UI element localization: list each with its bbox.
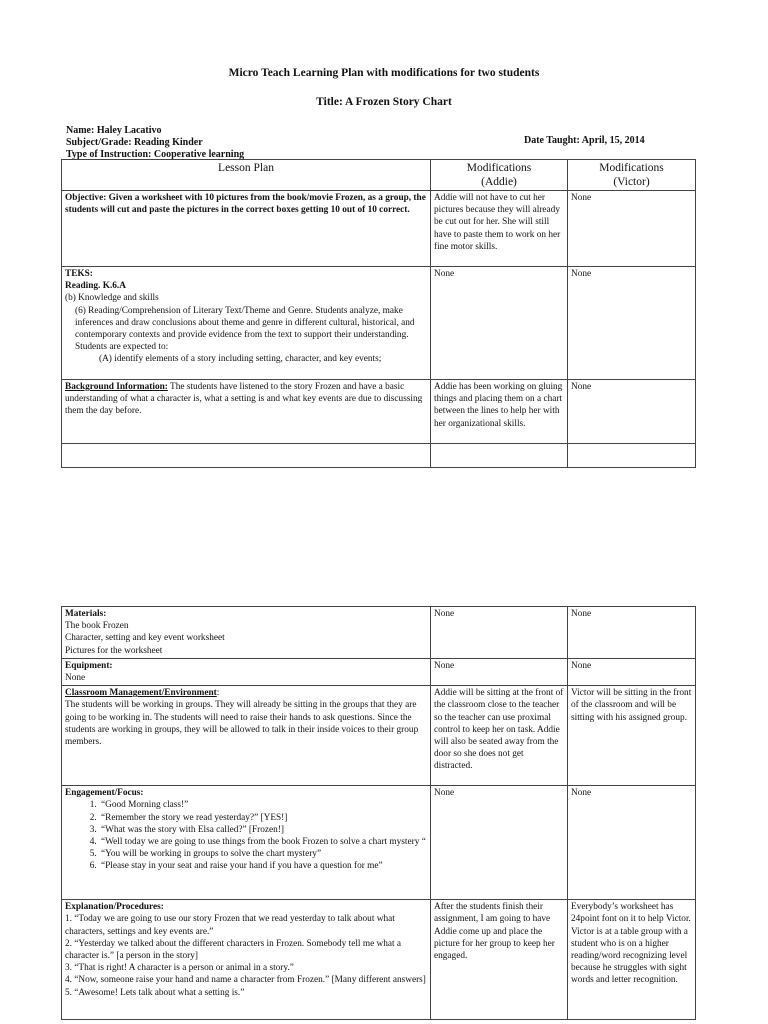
objective-victor: None [568, 191, 696, 267]
equipment-victor: None [568, 658, 696, 685]
list-item: 6. “Please stay in your seat and raise your hand if you have a question for me” [99, 860, 427, 872]
table-row [62, 267, 696, 380]
engagement-victor: None [568, 786, 696, 900]
table-row [62, 607, 696, 659]
teks-sub: Reading. K.6.A [65, 281, 126, 292]
teks-line2: (6) Reading/Comprehension of Literary Text/Theme and Genre. Students analyze, make inferences and draw conclusions about theme and genre in different cultural, historical, and contemporary contexts and provide evidence from the text to support their understanding. Students are expected to: [75, 305, 415, 353]
teks-label: TEKS: [65, 269, 93, 279]
document-title: Title: A Frozen Story Chart [316, 96, 452, 108]
table-row [62, 686, 696, 786]
list-item: 4. “Well today we are going to use things from the book Frozen to solve a chart mystery “ [99, 836, 427, 848]
classroom-label: Classroom Management/Environment [65, 688, 217, 699]
equipment-cell [62, 658, 431, 685]
table-row [62, 380, 696, 444]
date-taught: Date Taught: April, 15, 2014 [524, 135, 645, 146]
classroom-text: The students will be working in groups. They will already be sitting in the groups that they are going to be working in. The students will need to raise their hands to ask questions. Since the students are working in groups, they will be allowed to talk in their inside voices to their group members. [65, 700, 419, 748]
materials-line: The book Frozen [65, 621, 129, 632]
engagement-list [65, 799, 427, 872]
table-row [62, 900, 696, 1020]
equipment-text: None [65, 673, 86, 684]
header-mod-victor: Modifications (Victor) [568, 160, 696, 191]
background-cell [62, 380, 431, 444]
explanation-line: 2. “Yesterday we talked about the different characters in Frozen. Somebody tell me what a character is.” [a person in the story] [65, 938, 402, 962]
background-addie: Addie has been working on gluing things and placing them on a chart between the lines to help her with her organizational skills. [431, 380, 568, 444]
teks-cell [62, 267, 431, 380]
teks-line1: (b) Knowledge and skills [65, 293, 159, 304]
materials-addie: None [431, 607, 568, 659]
materials-line: Character, setting and key event worksheet [65, 633, 225, 644]
lesson-plan-table-2 [61, 606, 696, 1020]
materials-cell [62, 607, 431, 659]
list-item: 5. “You will be working in groups to solve the chart mystery” [99, 848, 427, 860]
list-item: 3. “What was the story with Elsa called?” [Frozen!] [99, 824, 427, 836]
explanation-victor: Everybody’s worksheet has 24point font on it to help Victor. Victor is at a table group with a student who is on a higher reading/word recognizing level because he struggles with sight words and letter recognition. [568, 900, 696, 1020]
subject-grade: Subject/Grade: Reading Kinder [66, 137, 203, 148]
materials-label: Materials: [65, 609, 107, 619]
engagement-addie: None [431, 786, 568, 900]
teks-addie: None [431, 267, 568, 380]
explanation-line: 4. “Now, someone raise your hand and name a character from Frozen.” [Many different answers] [65, 975, 426, 986]
teks-victor: None [568, 267, 696, 380]
teks-line3: (A) identify elements of a story including setting, character, and key events; [99, 354, 382, 365]
table-row [62, 786, 696, 900]
classroom-victor: Victor will be sitting in the front of the classroom and will be sitting with his assigned group. [568, 686, 696, 786]
instruction-type: Type of Instruction: Cooperative learning [66, 149, 245, 160]
objective-cell: Objective: Given a worksheet with 10 pictures from the book/movie Frozen, as a group, the students will cut and paste the pictures in the correct boxes getting 10 out of 10 correct. [62, 191, 431, 267]
list-item: 2. “Remember the story we read yesterday?” [YES!] [99, 812, 427, 824]
list-item: 1. “Good Morning class!” [99, 799, 427, 811]
engagement-label: Engagement/Focus: [65, 788, 144, 799]
background-text: The students have listened to the story Frozen and have a basic understanding of what a character is, what a setting is and what key events are due to discussing them the day before. [65, 382, 423, 417]
table-row [62, 658, 696, 685]
document-heading: Micro Teach Learning Plan with modifications for two students [228, 67, 540, 79]
engagement-cell [62, 786, 431, 900]
explanation-line: 1. “Today we are going to use our story Frozen that we read yesterday to talk about what characters, settings and key events are.” [65, 914, 395, 937]
classroom-addie: Addie will be sitting at the front of the classroom close to the teacher so the teacher can use proximal control to keep her on task. Addie will also be seated away from the door so she does not get distracted. [431, 686, 568, 786]
header-mod-addie: Modifications (Addie) [431, 160, 568, 191]
explanation-label: Explanation/Procedures: [65, 902, 164, 913]
materials-victor: None [568, 607, 696, 659]
explanation-addie: After the students finish their assignment, I am going to have Addie come up and place the picture for her group to keep her engaged. [431, 900, 568, 1020]
equipment-label: Equipment: [65, 660, 113, 671]
lesson-plan-table-1 [61, 159, 696, 468]
background-label: Background Information: [65, 382, 168, 392]
equipment-addie: None [431, 658, 568, 685]
teacher-name: Name: Haley Lacativo [66, 125, 162, 136]
explanation-line: 3. “That is right! A character is a person or animal in a story.” [65, 963, 294, 974]
table-row-empty [62, 444, 696, 468]
header-lesson-plan: Lesson Plan [62, 160, 431, 191]
classroom-cell: Classroom Management/Environment: The students will be working in groups. They will already be sitting in the groups that they are going to be working in. The students will need to raise their hands to ask questions. Since the students are working in groups, they will be allowed to talk in their inside voices to their group members. [62, 686, 431, 786]
explanation-cell [62, 900, 431, 1020]
background-victor: None [568, 380, 696, 444]
materials-line: Pictures for the worksheet [65, 645, 163, 656]
table-row [62, 191, 696, 267]
objective-addie: Addie will not have to cut her pictures because they will already be cut out for her. She will still have to paste them to work on her fine motor skills. [431, 191, 568, 267]
explanation-line: 5. “Awesome! Lets talk about what a setting is.” [65, 987, 245, 998]
